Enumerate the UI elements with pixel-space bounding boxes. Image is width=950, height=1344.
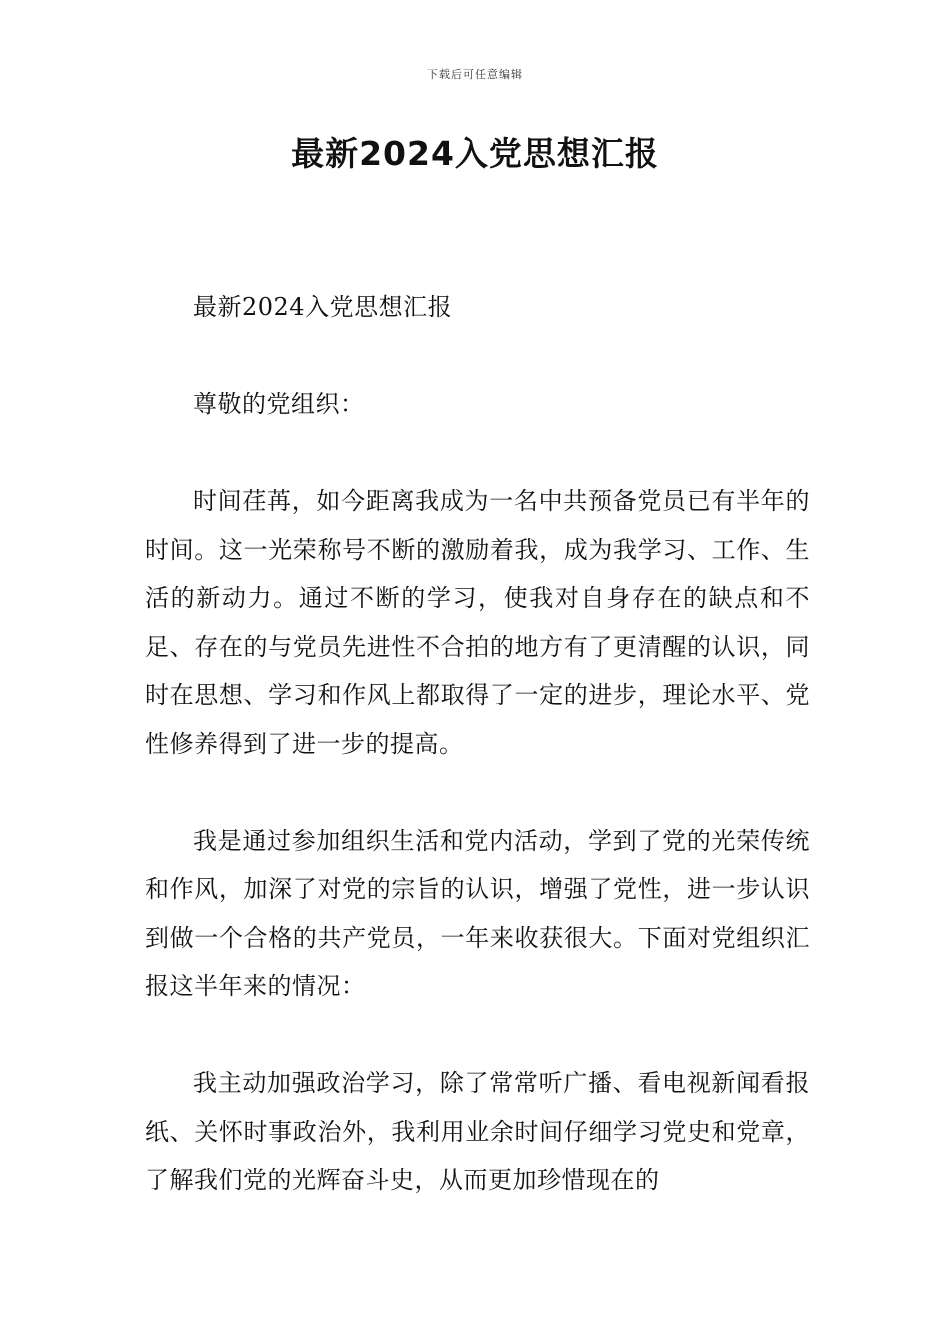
paragraph-body: 我主动加强政治学习，除了常常听广播、看电视新闻看报纸、关怀时事政治外，我利用业余时间仔细学习党史和党章，了解我们党的光辉奋斗史，从而更加珍惜现在的 (145, 1069, 810, 1194)
paragraph-body: 时间荏苒，如今距离我成为一名中共预备党员已有半年的时间。这一光荣称号不断的激励着我，成为我学习、工作、生活的新动力。通过不断的学习，使我对自身存在的缺点和不足、存在的与党员先进性不合拍的地方有了更清醒的认识，同时在思想、学习和作风上都取得了一定的进步，理论水平、党性修养得到了进一步的提高。 (145, 487, 810, 758)
header-note: 下载后可任意编辑 (427, 68, 523, 81)
paragraph-body: 我是通过参加组织生活和党内活动，学到了党的光荣传统和作风，加深了对党的宗旨的认识，增强了党性，进一步认识到做一个合格的共产党员，一年来收获很大。下面对党组织汇报这半年来的情况： (145, 826, 810, 1000)
paragraph-salutation: 尊敬的党组织： (193, 390, 365, 418)
paragraph-heading: 最新2024入党思想汇报 (193, 293, 453, 321)
document-body (145, 283, 810, 1205)
document-title: 最新2024入党思想汇报 (291, 134, 659, 173)
